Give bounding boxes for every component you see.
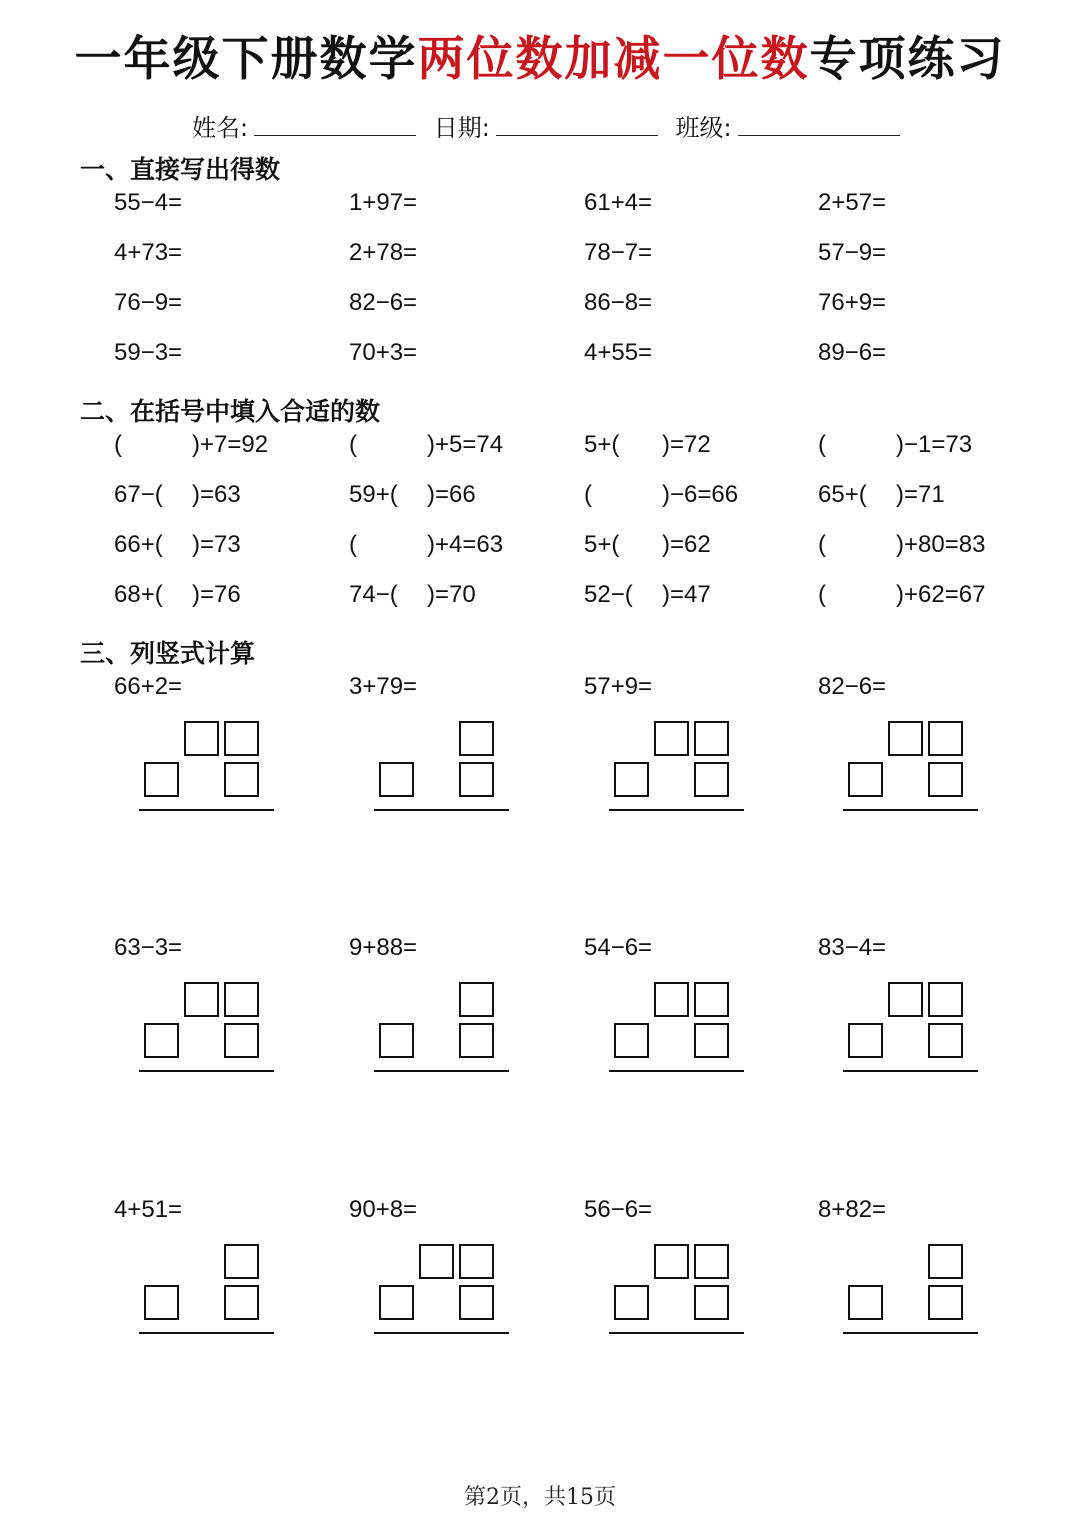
student-info-line: [192, 108, 912, 143]
blank-problem-right: )=73: [192, 531, 241, 558]
section-3-title: 三、列竖式计算: [80, 639, 256, 668]
vertical-calc-block: [584, 1196, 820, 1376]
arithmetic-problem: 86−8=: [584, 289, 653, 316]
digit-box[interactable]: [654, 721, 689, 756]
digit-box[interactable]: [928, 982, 963, 1017]
blank-problem-left: 59+(: [349, 481, 398, 508]
digit-box[interactable]: [184, 982, 219, 1017]
digit-box[interactable]: [614, 762, 649, 797]
fill-blank-row: [114, 481, 1054, 531]
blank-problem-right: )=76: [192, 581, 241, 608]
blank-problem-left: (: [349, 431, 357, 458]
digit-box[interactable]: [144, 1285, 179, 1320]
digit-box[interactable]: [224, 721, 259, 756]
blank-problem-right: )=70: [427, 581, 476, 608]
name-blank: [254, 113, 416, 136]
vertical-calc-problem: 3+79=: [349, 673, 418, 700]
sum-line: [843, 1070, 978, 1072]
blank-problem-right: )=71: [896, 481, 945, 508]
vertical-calc-problem: 63−3=: [114, 934, 183, 961]
class-label: 班级:: [675, 114, 732, 142]
problem-row: [114, 289, 1054, 339]
arithmetic-problem: 4+73=: [114, 239, 183, 266]
vertical-calc-block: [818, 934, 1054, 1114]
sum-line: [609, 809, 744, 811]
arithmetic-problem: 61+4=: [584, 189, 653, 216]
digit-box[interactable]: [694, 1244, 729, 1279]
digit-box[interactable]: [379, 1023, 414, 1058]
vertical-calc-problem: 83−4=: [818, 934, 887, 961]
vertical-calc-problem: 9+88=: [349, 934, 418, 961]
arithmetic-problem: 70+3=: [349, 339, 418, 366]
digit-box[interactable]: [379, 762, 414, 797]
blank-problem-right: )+80=83: [896, 531, 986, 558]
vertical-calc-problem: 56−6=: [584, 1196, 653, 1223]
vertical-calc-block: [349, 934, 585, 1114]
blank-problem-left: 66+(: [114, 531, 163, 558]
problem-row: [114, 339, 1054, 389]
date-label: 日期:: [433, 114, 490, 142]
digit-box[interactable]: [848, 1285, 883, 1320]
blank-problem-right: )=63: [192, 481, 241, 508]
arithmetic-problem: 1+97=: [349, 189, 418, 216]
fill-blank-row: [114, 531, 1054, 581]
digit-box[interactable]: [928, 762, 963, 797]
digit-box[interactable]: [224, 1244, 259, 1279]
arithmetic-problem: 55−4=: [114, 189, 183, 216]
blank-problem-right: )=66: [427, 481, 476, 508]
blank-problem-right: )=72: [662, 431, 711, 458]
sum-line: [139, 1070, 274, 1072]
blank-problem-right: )=47: [662, 581, 711, 608]
digit-box[interactable]: [928, 721, 963, 756]
problem-row: [114, 239, 1054, 289]
sum-line: [374, 809, 509, 811]
title-part-2: 专项练习: [809, 32, 1006, 87]
sum-line: [843, 809, 978, 811]
digit-box[interactable]: [928, 1285, 963, 1320]
digit-box[interactable]: [848, 1023, 883, 1058]
digit-box[interactable]: [694, 762, 729, 797]
title-part-1: 一年级下册数学: [74, 32, 418, 87]
digit-box[interactable]: [654, 1244, 689, 1279]
digit-box[interactable]: [888, 721, 923, 756]
blank-problem-left: 68+(: [114, 581, 163, 608]
sum-line: [609, 1332, 744, 1334]
vertical-calc-block: [349, 1196, 585, 1376]
vertical-calc-problem: 82−6=: [818, 673, 887, 700]
blank-problem-right: )−6=66: [662, 481, 739, 508]
fill-blank-row: [114, 431, 1054, 481]
sum-line: [609, 1070, 744, 1072]
blank-problem-left: 5+(: [584, 431, 620, 458]
sum-line: [843, 1332, 978, 1334]
vertical-calc-block: [584, 934, 820, 1114]
digit-box[interactable]: [144, 762, 179, 797]
digit-box[interactable]: [224, 1285, 259, 1320]
date-blank: [496, 113, 658, 136]
blank-problem-left: (: [818, 581, 826, 608]
arithmetic-problem: 76+9=: [818, 289, 887, 316]
digit-box[interactable]: [888, 982, 923, 1017]
digit-box[interactable]: [379, 1285, 414, 1320]
arithmetic-problem: 2+78=: [349, 239, 418, 266]
digit-box[interactable]: [224, 762, 259, 797]
blank-problem-left: (: [818, 531, 826, 558]
section-1-title: 一、直接写出得数: [80, 155, 281, 184]
digit-box[interactable]: [459, 982, 494, 1017]
title-highlight: 两位数加减一位数: [417, 32, 810, 87]
arithmetic-problem: 82−6=: [349, 289, 418, 316]
vertical-calc-problem: 57+9=: [584, 673, 653, 700]
digit-box[interactable]: [459, 721, 494, 756]
arithmetic-problem: 89−6=: [818, 339, 887, 366]
section-1-grid: [114, 189, 1054, 389]
arithmetic-problem: 59−3=: [114, 339, 183, 366]
digit-box[interactable]: [694, 982, 729, 1017]
page-footer: 第2页，共15页: [464, 1485, 616, 1510]
blank-problem-right: )+4=63: [427, 531, 504, 558]
digit-box[interactable]: [459, 1285, 494, 1320]
digit-box[interactable]: [224, 1023, 259, 1058]
vertical-calc-block: [114, 934, 350, 1114]
problem-row: [114, 189, 1054, 239]
arithmetic-problem: 78−7=: [584, 239, 653, 266]
section-2-grid: [114, 431, 1054, 631]
blank-problem-left: 5+(: [584, 531, 620, 558]
vertical-calc-problem: 54−6=: [584, 934, 653, 961]
vertical-calc-problem: 4+51=: [114, 1196, 183, 1223]
blank-problem-left: (: [114, 431, 122, 458]
blank-problem-left: 52−(: [584, 581, 633, 608]
sum-line: [139, 1332, 274, 1334]
vertical-calc-block: [349, 673, 585, 853]
section-2-title: 二、在括号中填入合适的数: [80, 397, 381, 426]
vertical-calc-problem: 66+2=: [114, 673, 183, 700]
vertical-calc-block: [818, 1196, 1054, 1376]
digit-box[interactable]: [224, 982, 259, 1017]
arithmetic-problem: 2+57=: [818, 189, 887, 216]
vertical-calc-block: [818, 673, 1054, 853]
blank-problem-left: (: [349, 531, 357, 558]
sum-line: [374, 1332, 509, 1334]
vertical-calc-block: [114, 673, 350, 853]
digit-box[interactable]: [614, 1285, 649, 1320]
digit-box[interactable]: [184, 721, 219, 756]
arithmetic-problem: 4+55=: [584, 339, 653, 366]
worksheet-title: [0, 22, 1080, 89]
fill-blank-row: [114, 581, 1054, 631]
blank-problem-left: 67−(: [114, 481, 163, 508]
digit-box[interactable]: [144, 1023, 179, 1058]
blank-problem-left: (: [818, 431, 826, 458]
blank-problem-left: 74−(: [349, 581, 398, 608]
blank-problem-right: )+62=67: [896, 581, 986, 608]
vertical-calc-block: [584, 673, 820, 853]
sum-line: [374, 1070, 509, 1072]
vertical-calc-problem: 90+8=: [349, 1196, 418, 1223]
arithmetic-problem: 57−9=: [818, 239, 887, 266]
class-blank: [738, 113, 900, 136]
digit-box[interactable]: [614, 1023, 649, 1058]
digit-box[interactable]: [694, 721, 729, 756]
vertical-calc-block: [114, 1196, 350, 1376]
blank-problem-right: )=62: [662, 531, 711, 558]
blank-problem-right: )+7=92: [192, 431, 269, 458]
digit-box[interactable]: [848, 762, 883, 797]
name-label: 姓名:: [192, 114, 249, 142]
blank-problem-right: )−1=73: [896, 431, 973, 458]
blank-problem-left: 65+(: [818, 481, 867, 508]
digit-box[interactable]: [694, 1285, 729, 1320]
digit-box[interactable]: [928, 1244, 963, 1279]
digit-box[interactable]: [694, 1023, 729, 1058]
sum-line: [139, 809, 274, 811]
blank-problem-left: (: [584, 481, 592, 508]
vertical-calc-problem: 8+82=: [818, 1196, 887, 1223]
digit-box[interactable]: [459, 1023, 494, 1058]
arithmetic-problem: 76−9=: [114, 289, 183, 316]
digit-box[interactable]: [459, 762, 494, 797]
digit-box[interactable]: [654, 982, 689, 1017]
digit-box[interactable]: [459, 1244, 494, 1279]
blank-problem-right: )+5=74: [427, 431, 504, 458]
digit-box[interactable]: [419, 1244, 454, 1279]
digit-box[interactable]: [928, 1023, 963, 1058]
